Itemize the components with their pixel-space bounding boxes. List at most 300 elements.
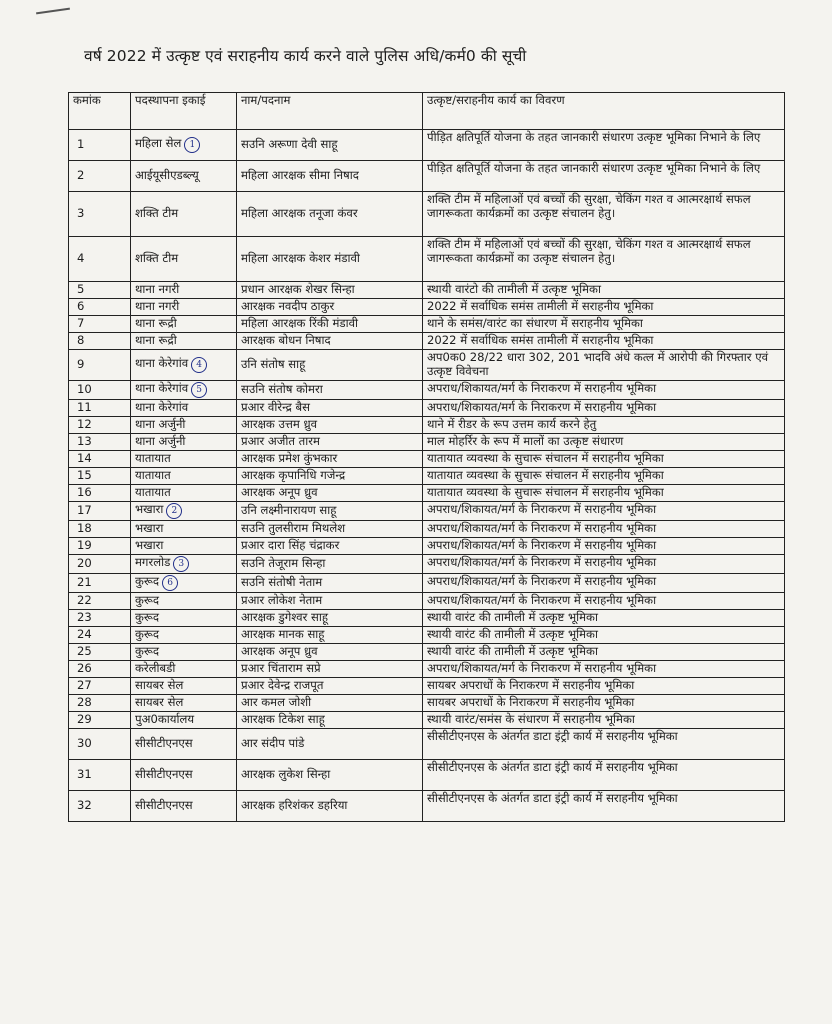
table-row [69,555,785,574]
name-cell [237,316,423,333]
work-cell-text: शक्ति टीम में महिलाओं एवं बच्चों की सुरक्षा, चेकिंग गश्त व आत्मरक्षार्थ सफल जागरूकता कार्यक्रमों का उत्कृष्ट संचालन हेतु। [427,192,751,220]
unit-cell [131,593,237,610]
name-cell-text: महिला आरक्षक तनूजा कंवर [241,206,358,221]
table-row [69,130,785,161]
unit-cell [131,333,237,350]
serial-cell [69,130,131,161]
name-cell-text: आरक्षक उत्तम ध्रुव [241,417,318,432]
serial-cell-text: 4 [77,251,85,266]
unit-cell-text: सायबर सेल [135,695,184,710]
unit-cell-text: थाना नगरी [135,282,180,297]
unit-cell-text: थाना केरेगांव [135,400,189,415]
unit-cell [131,434,237,451]
serial-cell-text: 13 [77,434,92,449]
unit-cell [131,610,237,627]
unit-cell-text: सीसीटीएनएस [135,798,193,813]
table-row [69,593,785,610]
name-cell-text: महिला आरक्षक रिंकी मंडावी [241,316,359,331]
work-cell-text: थाने में रीडर के रूप उत्तम कार्य करने हेतु [427,417,597,431]
name-cell [237,574,423,593]
unit-cell [131,381,237,400]
name-cell-text: प्रआर देवेन्द्र राजपूत [241,678,324,693]
serial-cell [69,521,131,538]
work-cell [423,130,785,161]
serial-cell-text: 22 [77,593,92,608]
unit-cell-text: सायबर सेल [135,678,184,693]
name-cell [237,451,423,468]
table-row [69,627,785,644]
table-row [69,237,785,282]
unit-cell-text: थाना रूद्री [135,333,177,348]
serial-cell-text: 5 [77,282,85,297]
serial-cell [69,678,131,695]
table-row [69,468,785,485]
work-cell-text: सीसीटीएनएस के अंतर्गत डाटा इंट्री कार्य में सराहनीय भूमिका [427,760,678,774]
work-cell [423,468,785,485]
unit-cell-text: कुरूद [135,610,160,625]
handwritten-rank-mark: 2 [166,503,182,519]
name-cell-text: आरक्षक डुगेश्वर साहू [241,610,329,625]
work-cell [423,237,785,282]
serial-cell-text: 32 [77,798,92,813]
name-cell-text: सउनि तुलसीराम मिथलेश [241,521,346,536]
unit-cell [131,661,237,678]
serial-cell-text: 15 [77,468,92,483]
name-cell-text: प्रआर चिंताराम सप्रे [241,661,321,676]
header-serial: कमांक [69,93,131,130]
table-row [69,192,785,237]
serial-cell [69,400,131,417]
table-row [69,729,785,760]
work-cell-text: सीसीटीएनएस के अंतर्गत डाटा इंट्री कार्य में सराहनीय भूमिका [427,791,678,805]
name-cell [237,593,423,610]
name-cell [237,760,423,791]
name-cell [237,333,423,350]
table-row [69,521,785,538]
handwritten-rank-mark: 3 [173,556,189,572]
unit-cell-text: महिला सेल [135,136,182,150]
serial-cell-text: 7 [77,316,85,331]
serial-cell-text: 8 [77,333,85,348]
table-row [69,299,785,316]
serial-cell-text: 2 [77,168,85,183]
unit-cell-text: थाना केरेगांव [135,381,189,395]
serial-cell [69,434,131,451]
unit-cell [131,695,237,712]
name-cell-text: सउनि अरूणा देवी साहू [241,137,338,152]
name-cell-text: प्रआर दारा सिंह चंद्राकर [241,538,340,553]
unit-cell-text: थाना केरेगांव [135,356,189,370]
serial-cell [69,627,131,644]
unit-cell [131,192,237,237]
unit-cell-text: कुरूद [135,644,160,659]
table-row [69,760,785,791]
name-cell [237,502,423,521]
name-cell [237,644,423,661]
work-cell-text: अपराध/शिकायत/मर्ग के निराकरण में सराहनीय भूमिका [427,502,657,516]
unit-cell-text: थाना अर्जुनी [135,417,186,432]
unit-cell-text: भखारा [135,521,164,536]
unit-cell [131,574,237,593]
work-cell [423,417,785,434]
table-row [69,574,785,593]
serial-cell [69,299,131,316]
table-row [69,695,785,712]
table-row [69,417,785,434]
name-cell [237,468,423,485]
name-cell [237,417,423,434]
work-cell [423,333,785,350]
table-row [69,661,785,678]
unit-cell [131,555,237,574]
name-cell [237,282,423,299]
work-cell [423,678,785,695]
serial-cell-text: 6 [77,299,85,314]
unit-cell-text: आईयूसीएडब्ल्यू [135,168,199,183]
work-cell [423,661,785,678]
name-cell-text: आर संदीप पांडे [241,736,305,751]
unit-cell-text: कुरूद [135,574,160,588]
serial-cell-text: 10 [77,382,92,397]
work-cell [423,451,785,468]
name-cell [237,350,423,381]
serial-cell-text: 29 [77,712,92,727]
name-cell [237,381,423,400]
serial-cell-text: 26 [77,661,92,676]
serial-cell-text: 24 [77,627,92,642]
serial-cell-text: 25 [77,644,92,659]
serial-cell [69,593,131,610]
unit-cell-text: कुरूद [135,627,160,642]
unit-cell-text: थाना अर्जुनी [135,434,186,449]
name-cell [237,555,423,574]
unit-cell-text: यातायात [135,468,171,483]
name-cell [237,729,423,760]
serial-cell-text: 17 [77,503,92,518]
unit-cell [131,350,237,381]
serial-cell-text: 20 [77,556,92,571]
work-cell-text: अपराध/शिकायत/मर्ग के निराकरण में सराहनीय भूमिका [427,400,657,414]
name-cell-text: प्रआर अजीत तारम [241,434,320,449]
unit-cell-text: थाना नगरी [135,299,180,314]
table-row [69,350,785,381]
serial-cell [69,791,131,822]
unit-cell [131,282,237,299]
work-cell [423,502,785,521]
unit-cell [131,791,237,822]
work-cell-text: अपराध/शिकायत/मर्ग के निराकरण में सराहनीय भूमिका [427,521,657,535]
serial-cell-text: 14 [77,451,92,466]
work-cell-text: अपराध/शिकायत/मर्ग के निराकरण में सराहनीय भूमिका [427,574,657,588]
work-cell-text: अपराध/शिकायत/मर्ग के निराकरण में सराहनीय भूमिका [427,538,657,552]
name-cell [237,791,423,822]
table-row [69,610,785,627]
serial-cell-text: 31 [77,767,92,782]
header-name: नाम/पदनाम [237,93,423,130]
serial-cell [69,468,131,485]
serial-cell [69,381,131,400]
unit-cell [131,521,237,538]
work-cell-text: सीसीटीएनएस के अंतर्गत डाटा इंट्री कार्य में सराहनीय भूमिका [427,729,678,743]
table-row [69,644,785,661]
name-cell-text: उनि संतोष साहू [241,357,306,372]
serial-cell [69,574,131,593]
serial-cell [69,712,131,729]
work-cell [423,695,785,712]
name-cell [237,695,423,712]
serial-cell [69,316,131,333]
name-cell-text: आरक्षक लुकेश सिन्हा [241,767,331,782]
work-cell [423,521,785,538]
work-cell-text: अप0क0 28/22 धारा 302, 201 भादवि अंधे कत्ल में आरोपी की गिरफ्तार एवं उत्कृष्ट विवेचना [427,350,769,378]
name-cell-text: आरक्षक टिकेश साहू [241,712,325,727]
unit-cell-text: यातायात [135,451,171,466]
unit-cell [131,130,237,161]
name-cell-text: आर कमल जोशी [241,695,312,710]
unit-cell [131,468,237,485]
unit-cell-text: करेलीबडी [135,661,176,676]
name-cell-text: उनि लक्ष्मीनारायण साहू [241,503,337,518]
name-cell-text: आरक्षक हरिशंकर डहरिया [241,798,348,813]
work-cell-text: थाने के समंस/वारंट का संधारण में सराहनीय भूमिका [427,316,643,330]
name-cell [237,661,423,678]
table-row [69,381,785,400]
work-cell-text: 2022 में सर्वाधिक समंस तामीली में सराहनीय भूमिका [427,333,654,347]
name-cell-text: प्रधान आरक्षक शेखर सिन्हा [241,282,355,297]
unit-cell-text: भखारा [135,502,164,516]
work-cell-text: पीड़ित क्षतिपूर्ति योजना के तहत जानकारी संधारण उत्कृष्ट भूमिका निभाने के लिए [427,130,761,144]
name-cell-text: प्रआर वीरेन्द्र बैस [241,400,310,415]
name-cell [237,627,423,644]
serial-cell [69,555,131,574]
unit-cell-text: मगरलोड [135,555,171,569]
table-row [69,451,785,468]
unit-cell-text: थाना रूद्री [135,316,177,331]
awards-table [68,92,785,822]
unit-cell [131,644,237,661]
table-row [69,485,785,502]
table-row [69,712,785,729]
name-cell [237,538,423,555]
serial-cell-text: 9 [77,357,85,372]
serial-cell [69,661,131,678]
work-cell [423,161,785,192]
work-cell-text: सायबर अपराधों के निराकरण में सराहनीय भूमिका [427,678,635,692]
serial-cell-text: 21 [77,575,92,590]
work-cell [423,350,785,381]
unit-cell [131,538,237,555]
serial-cell [69,350,131,381]
serial-cell [69,237,131,282]
name-cell [237,521,423,538]
unit-cell [131,299,237,316]
table-row [69,678,785,695]
serial-cell [69,417,131,434]
work-cell-text: यातायात व्यवस्था के सुचारू संचालन में सराहनीय भूमिका [427,468,664,482]
work-cell-text: पीड़ित क्षतिपूर्ति योजना के तहत जानकारी संधारण उत्कृष्ट भूमिका निभाने के लिए [427,161,761,175]
unit-cell [131,729,237,760]
work-cell [423,299,785,316]
unit-cell [131,627,237,644]
name-cell-text: महिला आरक्षक सीमा निषाद [241,168,359,183]
table-row [69,316,785,333]
serial-cell [69,451,131,468]
table-row [69,400,785,417]
work-cell [423,400,785,417]
work-cell [423,282,785,299]
work-cell-text: स्थायी वारंट की तामीली में उत्कृष्ट भूमिका [427,644,598,658]
table-row [69,791,785,822]
unit-cell [131,678,237,695]
serial-cell-text: 11 [77,400,92,415]
header-unit: पदस्थापना इकाई [131,93,237,130]
work-cell [423,593,785,610]
unit-cell-text: भखारा [135,538,164,553]
serial-cell-text: 19 [77,538,92,553]
work-cell-text: स्थायी वारंटो की तामीली में उत्कृष्ट भूमिका [427,282,601,296]
work-cell [423,555,785,574]
work-cell-text: माल मोहर्रिर के रूप में मालों का उत्कृष्ट संधारण [427,434,624,448]
unit-cell [131,237,237,282]
name-cell-text: सउनि संतोषी नेताम [241,575,323,590]
table-header-row [69,93,785,130]
name-cell-text: आरक्षक कृपानिधि गजेन्द्र [241,468,346,483]
work-cell [423,434,785,451]
work-cell [423,316,785,333]
unit-cell-text: पुअ0कार्यालय [135,712,195,727]
serial-cell-text: 28 [77,695,92,710]
work-cell [423,610,785,627]
name-cell [237,712,423,729]
table-body [69,130,785,822]
handwritten-rank-mark: 5 [191,382,207,398]
name-cell [237,192,423,237]
serial-cell [69,760,131,791]
unit-cell [131,451,237,468]
serial-cell [69,538,131,555]
unit-cell-text: शक्ति टीम [135,251,179,266]
table-row [69,282,785,299]
serial-cell-text: 18 [77,521,92,536]
work-cell [423,192,785,237]
unit-cell [131,760,237,791]
page-title: वर्ष 2022 में उत्कृष्ट एवं सराहनीय कार्य करने वाले पुलिस अधि/कर्म0 की सूची [84,47,527,65]
handwritten-rank-mark: 1 [184,137,200,153]
work-cell-text: अपराध/शिकायत/मर्ग के निराकरण में सराहनीय भूमिका [427,381,657,395]
serial-cell-text: 30 [77,736,92,751]
work-cell-text: यातायात व्यवस्था के सुचारू संचालन में सराहनीय भूमिका [427,451,664,465]
work-cell-text: अपराध/शिकायत/मर्ग के निराकरण में सराहनीय भूमिका [427,593,657,607]
unit-cell-text: कुरूद [135,593,160,608]
header-work: उत्कृष्ट/सराहनीय कार्य का विवरण [423,93,785,130]
serial-cell [69,695,131,712]
work-cell-text: अपराध/शिकायत/मर्ग के निराकरण में सराहनीय भूमिका [427,555,657,569]
work-cell [423,627,785,644]
serial-cell [69,282,131,299]
name-cell [237,434,423,451]
name-cell-text: आरक्षक अनूप ध्रुव [241,644,318,659]
serial-cell-text: 27 [77,678,92,693]
unit-cell [131,400,237,417]
table-row [69,333,785,350]
work-cell [423,712,785,729]
unit-cell [131,316,237,333]
serial-cell [69,502,131,521]
work-cell-text: 2022 में सर्वाधिक समंस तामीली में सराहनीय भूमिका [427,299,654,313]
work-cell [423,729,785,760]
serial-cell [69,161,131,192]
handwritten-rank-mark: 4 [191,357,207,373]
serial-cell-text: 12 [77,417,92,432]
name-cell [237,485,423,502]
work-cell-text: सायबर अपराधों के निराकरण में सराहनीय भूमिका [427,695,635,709]
name-cell [237,161,423,192]
table-row [69,502,785,521]
name-cell [237,610,423,627]
serial-cell [69,644,131,661]
name-cell [237,400,423,417]
name-cell-text: सउनि तेजूराम सिन्हा [241,556,326,571]
serial-cell [69,192,131,237]
unit-cell [131,502,237,521]
unit-cell-text: सीसीटीएनएस [135,736,193,751]
work-cell [423,538,785,555]
name-cell-text: आरक्षक मानक साहू [241,627,325,642]
unit-cell-text: शक्ति टीम [135,206,179,221]
unit-cell-text: यातायात [135,485,171,500]
name-cell-text: आरक्षक अनूप ध्रुव [241,485,318,500]
serial-cell [69,333,131,350]
unit-cell-text: सीसीटीएनएस [135,767,193,782]
work-cell-text: स्थायी वारंट की तामीली में उत्कृष्ट भूमिका [427,627,598,641]
handwritten-rank-mark: 6 [162,575,178,591]
serial-cell [69,729,131,760]
serial-cell-text: 3 [77,206,85,221]
work-cell-text: स्थायी वारंट/समंस के संधारण में सराहनीय भूमिका [427,712,635,726]
name-cell [237,299,423,316]
name-cell-text: प्रआर लोकेश नेताम [241,593,323,608]
name-cell-text: सउनि संतोष कोमरा [241,382,323,397]
table-row [69,434,785,451]
name-cell [237,678,423,695]
serial-cell [69,610,131,627]
work-cell [423,760,785,791]
work-cell-text: स्थायी वारंट की तामीली में उत्कृष्ट भूमिका [427,610,598,624]
name-cell-text: आरक्षक बोधन निषाद [241,333,331,348]
name-cell-text: आरक्षक प्रमेश कुंभकार [241,451,338,466]
name-cell-text: आरक्षक नवदीप ठाकुर [241,299,335,314]
serial-cell-text: 23 [77,610,92,625]
work-cell [423,485,785,502]
work-cell [423,791,785,822]
name-cell [237,237,423,282]
name-cell-text: महिला आरक्षक केशर मंडावी [241,251,360,266]
work-cell-text: अपराध/शिकायत/मर्ग के निराकरण में सराहनीय भूमिका [427,661,657,675]
unit-cell [131,161,237,192]
table-row [69,161,785,192]
serial-cell-text: 1 [77,137,85,152]
pen-scratch-mark [36,8,70,15]
work-cell [423,381,785,400]
work-cell-text: यातायात व्यवस्था के सुचारू संचालन में सराहनीय भूमिका [427,485,664,499]
work-cell-text: शक्ति टीम में महिलाओं एवं बच्चों की सुरक्षा, चेकिंग गश्त व आत्मरक्षार्थ सफल जागरूकता कार्यक्रमों का उत्कृष्ट संचालन हेतु। [427,237,751,265]
unit-cell [131,485,237,502]
unit-cell [131,417,237,434]
table-row [69,538,785,555]
serial-cell [69,485,131,502]
serial-cell-text: 16 [77,485,92,500]
unit-cell [131,712,237,729]
